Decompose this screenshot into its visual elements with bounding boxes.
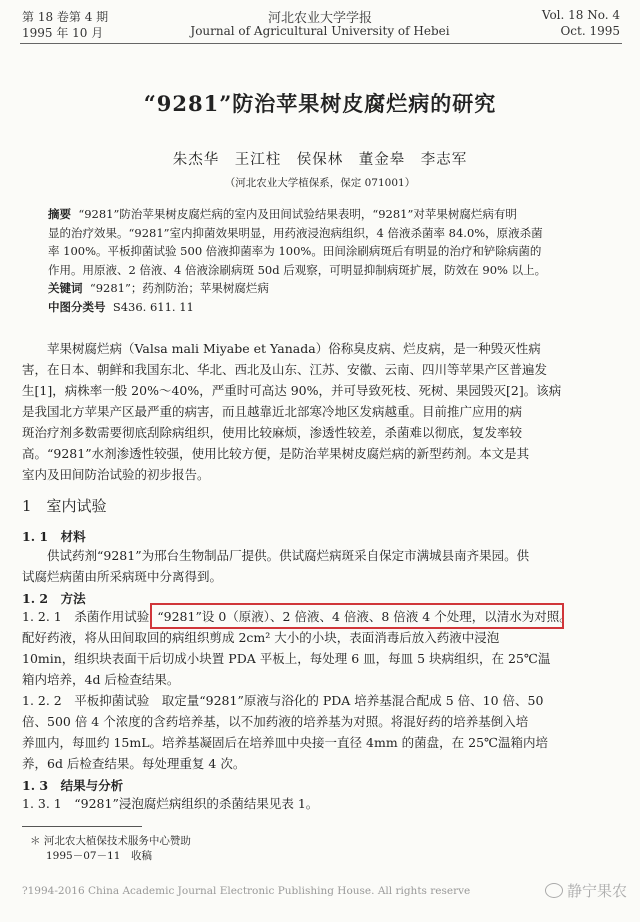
subsection-heading: 1. 2 方法 xyxy=(22,591,86,606)
intro-line: 室内及田间防治试验的初步报告。 xyxy=(22,467,210,482)
copyright-footer: ?1994-2016 China Academic Journal Electronic Publishing House. All rights reserve xyxy=(22,885,471,897)
paper-title: “9281”防治苹果树皮腐烂病的研究 xyxy=(143,91,497,116)
footnote-line: 1995－07－11 收稿 xyxy=(46,850,152,862)
date-cn: 1995 年 10 月 xyxy=(22,26,104,40)
red-highlight-box xyxy=(150,603,564,629)
text-line: 箱内培养，4d 后检查结果。 xyxy=(22,672,180,687)
text-line: 1. 2. 2 平板抑菌试验 取定量“9281”原液与浴化的 PDA 培养基混合配成 5 倍、10 倍、50 xyxy=(22,693,544,708)
wechat-icon xyxy=(545,883,563,898)
watermark-text: 静宁果农 xyxy=(567,882,628,900)
introduction xyxy=(22,338,622,485)
classification-label: 中图分类号 xyxy=(48,299,106,314)
intro-line: 斑治疗剂多数需要彻底刮除病组织，使用比较麻烦，渗透性较差，杀菌难以彻底，复发率较 xyxy=(22,425,523,440)
affiliation: （河北农业大学植保系，保定 071001） xyxy=(224,177,416,189)
text-line: 养皿内，每皿约 15mL。培养基凝固后在培养皿中央接一直径 4mm 的菌盘，在 25℃温箱内培 xyxy=(22,735,549,750)
abstract-line: 率 100%。平板抑菌试验 500 倍液抑菌率为 100%。田间涂刷病斑后有明显的治疗和铲除病菌的 xyxy=(48,244,542,258)
header-rule xyxy=(20,43,622,44)
subsection-heading: 1. 1 材料 xyxy=(22,529,86,544)
text-line: 供试药剂“9281”为邢台生物制品厂提供。供试腐烂病斑采自保定市满城县南齐果园。供 xyxy=(47,548,530,563)
subsection-heading: 1. 3 结果与分析 xyxy=(22,778,124,793)
method-122 xyxy=(22,690,622,774)
text-line: 配好药液，将从田间取回的病组织剪成 2cm² 大小的小块，表面消毒后放入药液中浸泡 xyxy=(22,630,500,645)
abstract-line: “9281”防治苹果树皮腐烂病的室内及田间试验结果表明，“9281”对苹果树腐烂病有明 xyxy=(78,207,517,221)
intro-line: 是我国北方苹果产区最严重的病害，而且越靠近北部寒冷地区发病越重。目前推广应用的病 xyxy=(22,404,523,419)
text-line: 1. 3. 1 “9281”浸泡腐烂病组织的杀菌结果见表 1。 xyxy=(22,796,319,811)
footnote-line: ＊ 河北农大植保技术服务中心赞助 xyxy=(30,835,191,847)
intro-line: 苹果树腐烂病（Valsa mali Miyabe et Yanada）俗称臭皮病、烂皮病，是一种毁灭性病 xyxy=(47,341,541,356)
date-en: Oct. 1995 xyxy=(560,24,620,38)
abstract-line: 显的治疗效果。“9281”室内抑菌效果明显，用药液浸泡病组织，4 倍液杀菌率 84.0%，原液杀菌 xyxy=(48,225,543,240)
journal-title-cn: 河北农业大学学报 xyxy=(267,11,372,26)
text-line: 试腐烂病菌由所采病斑中分离得到。 xyxy=(22,569,223,584)
intro-line: 害，在日本、朝鲜和我国东北、华北、西北及山东、江苏、安徽、云南、四川等苹果产区普遍发 xyxy=(22,362,548,377)
volume-cn: 第 18 卷第 4 期 xyxy=(22,10,109,24)
subsubsection-label: 1. 2. 1 杀菌作用试验 xyxy=(22,609,150,624)
keywords-label: 关键词 xyxy=(48,281,83,295)
footnote xyxy=(30,834,191,864)
classification-number: S436. 611. 11 xyxy=(112,299,194,314)
journal-title-en: Journal of Agricultural University of Hebei xyxy=(190,24,450,38)
abstract-line: 作用。用原液、2 倍液、4 倍液涂刷病斑 50d 后观察，可明显抑制病斑扩展，防效在 90% 以上。 xyxy=(48,262,547,277)
materials-text xyxy=(22,545,622,587)
text-line: 养，6d 后检查结果。每处理重复 4 次。 xyxy=(22,756,246,771)
text-line: 10min，组织块表面干后切成小块置 PDA 平板上，每处理 6 皿，每皿 5 块病组织，在 25℃温 xyxy=(22,651,551,666)
watermark xyxy=(545,880,627,901)
highlighted-text: “9281”设 0（原液）、2 倍液、4 倍液、8 倍液 4 个处理，以清水为对照。 xyxy=(157,609,572,624)
keywords: “9281”；药剂防治；苹果树腐烂病 xyxy=(89,281,269,295)
authors: 朱杰华 王江柱 侯保林 董金皋 李志军 xyxy=(172,152,468,168)
text-line: 倍、500 倍 4 个浓度的含药培养基，以不加药液的培养基为对照。将混好药的培养基倒入培 xyxy=(22,714,529,729)
volume-en: Vol. 18 No. 4 xyxy=(541,8,620,22)
intro-line: 高。“9281”水剂渗透性较强，使用比较方便，是防治苹果树皮腐烂病的新型药剂。本文是其 xyxy=(22,446,530,461)
abstract-label: 摘要 xyxy=(48,207,71,221)
abstract xyxy=(48,205,608,316)
section-heading: 1 室内试验 xyxy=(22,497,107,515)
intro-line: 生[1]，病株率一般 20%～40%，严重时可高达 90%，并可导致死枝、死树、果园毁灭[2]。该病 xyxy=(22,383,562,398)
footnote-rule xyxy=(22,826,142,827)
